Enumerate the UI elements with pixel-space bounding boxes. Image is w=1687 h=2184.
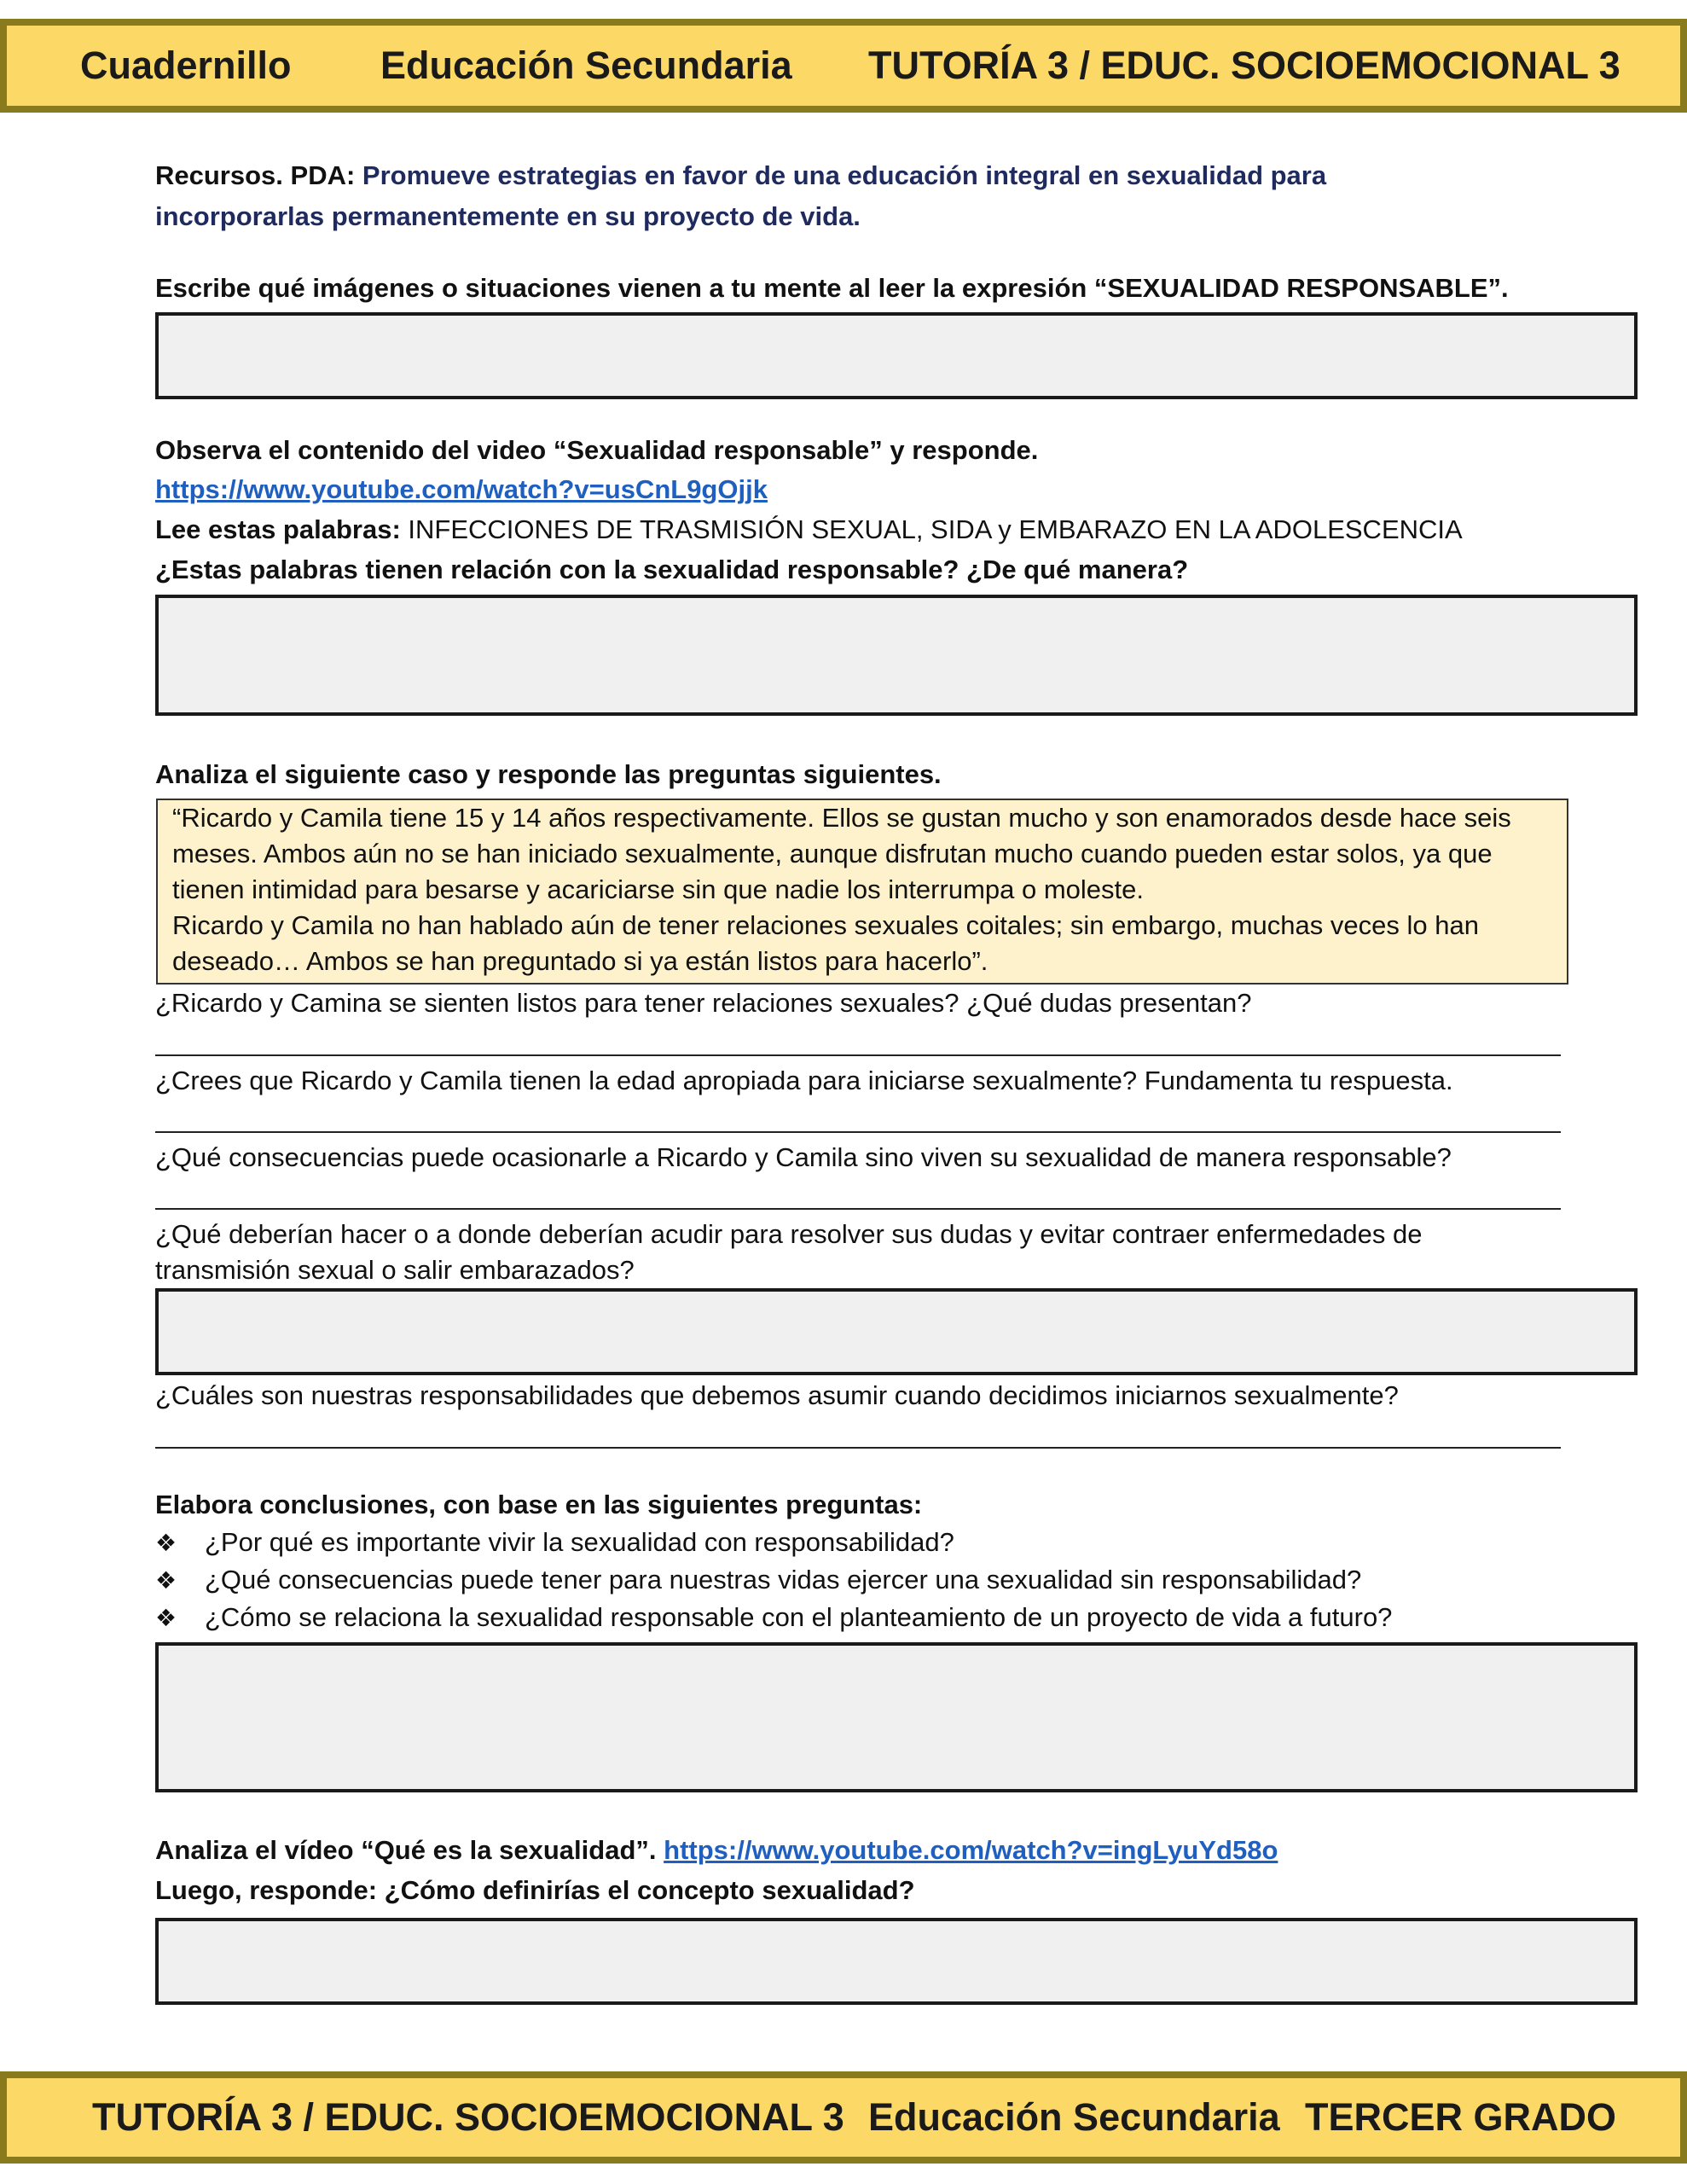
- answer-box-3[interactable]: [155, 1288, 1638, 1375]
- case-line: “Ricardo y Camila tiene 15 y 14 años respectivamente. Ellos se gustan mucho y son enamorados desde hace seis: [172, 803, 1511, 833]
- case-heading: Analiza el siguiente caso y responde las preguntas siguientes.: [155, 759, 942, 789]
- video1-question: ¿Estas palabras tienen relación con la sexualidad responsable? ¿De qué manera?: [155, 555, 1189, 584]
- words-list: INFECCIONES DE TRASMISIÓN SEXUAL, SIDA y EMBARAZO EN LA ADOLESCENCIA: [408, 514, 1463, 544]
- conclusions-heading: Elabora conclusiones, con base en las siguientes preguntas:: [155, 1490, 923, 1519]
- answer-line-2[interactable]: [155, 1131, 1561, 1133]
- diamond-bullet-icon: ❖: [155, 1605, 177, 1631]
- case-line: meses. Ambos aún no se han iniciado sexualmente, aunque disfrutan mucho cuando pueden estar solos, ya que: [172, 839, 1493, 868]
- case-line: tienen intimidad para besarse y acariciarse sin que nadie los interrumpa o moleste.: [172, 874, 1144, 904]
- footer-band: [0, 2071, 1687, 2164]
- conclusion-item: [155, 1599, 1392, 1637]
- answer-box-1[interactable]: [155, 312, 1638, 399]
- case-line: Ricardo y Camila no han hablado aún de tener relaciones sexuales coitales; sin embargo, muchas veces lo han: [172, 910, 1479, 940]
- words-label: Lee estas palabras:: [155, 514, 401, 544]
- answer-box-2[interactable]: [155, 595, 1638, 716]
- pda-text-2: incorporarlas permanentemente en su proyecto de vida.: [155, 201, 861, 231]
- video2-question: Luego, responde: ¿Cómo definirías el concepto sexualidad?: [155, 1875, 915, 1905]
- footer-left-title: TUTORÍA 3 / EDUC. SOCIOEMOCIONAL 3: [92, 2095, 844, 2139]
- video1-instruction: Observa el contenido del video “Sexualidad responsable” y responde.: [155, 435, 1039, 465]
- diamond-bullet-icon: ❖: [155, 1567, 177, 1594]
- video2-instruction: Analiza el vídeo “Qué es la sexualidad”.: [155, 1835, 657, 1865]
- header-left-title: Cuadernillo: [80, 44, 292, 87]
- conclusion-item: [155, 1561, 1361, 1600]
- video2-link[interactable]: https://www.youtube.com/watch?v=ingLyuYd58o: [664, 1835, 1278, 1865]
- conclusion-text: ¿Cómo se relaciona la sexualidad responsable con el planteamiento de un proyecto de vida a futuro?: [205, 1602, 1393, 1632]
- conclusion-text: ¿Qué consecuencias puede tener para nuestras vidas ejercer una sexualidad sin responsabilidad?: [205, 1565, 1362, 1594]
- video1-words: [155, 510, 1463, 549]
- case-question-3: ¿Qué consecuencias puede ocasionarle a Ricardo y Camila sino viven su sexualidad de manera responsable?: [155, 1142, 1452, 1172]
- video1-link[interactable]: https://www.youtube.com/watch?v=usCnL9gOjjk: [155, 474, 768, 504]
- answer-box-4[interactable]: [155, 1642, 1638, 1792]
- case-question-2: ¿Crees que Ricardo y Camila tienen la edad apropiada para iniciarse sexualmente? Fundamenta tu respuesta.: [155, 1066, 1453, 1095]
- header-right-title: TUTORÍA 3 / EDUC. SOCIOEMOCIONAL 3: [868, 44, 1620, 87]
- case-question-5: ¿Cuáles son nuestras responsabilidades que debemos asumir cuando decidimos iniciarnos sexualmente?: [155, 1380, 1399, 1410]
- question-sexualidad-responsable: Escribe qué imágenes o situaciones vienen a tu mente al leer la expresión “SEXUALIDAD RESPONSABLE”.: [155, 273, 1509, 303]
- answer-line-3[interactable]: [155, 1208, 1561, 1210]
- case-question-4-cont: transmisión sexual o salir embarazados?: [155, 1255, 635, 1285]
- case-line: deseado… Ambos se han preguntado si ya están listos para hacerlo”.: [172, 946, 988, 976]
- pda-label: Recursos. PDA:: [155, 160, 356, 190]
- answer-line-1[interactable]: [155, 1054, 1561, 1056]
- footer-center-title: Educación Secundaria: [868, 2095, 1280, 2139]
- case-question-4: ¿Qué deberían hacer o a donde deberían acudir para resolver sus dudas y evitar contraer enfermedades de: [155, 1219, 1423, 1249]
- conclusion-text: ¿Por qué es importante vivir la sexualidad con responsabilidad?: [205, 1527, 954, 1557]
- header-band: [0, 19, 1687, 113]
- footer-right-title: TERCER GRADO: [1305, 2095, 1617, 2139]
- pda-line-1: [155, 156, 1326, 195]
- answer-box-5[interactable]: [155, 1918, 1638, 2005]
- diamond-bullet-icon: ❖: [155, 1530, 177, 1556]
- pda-text-1: Promueve estrategias en favor de una educación integral en sexualidad para: [362, 160, 1327, 190]
- video2-line: [155, 1831, 1278, 1870]
- answer-line-4[interactable]: [155, 1447, 1561, 1449]
- case-question-1: ¿Ricardo y Camina se sienten listos para tener relaciones sexuales? ¿Qué dudas presentan?: [155, 988, 1252, 1018]
- conclusion-item: [155, 1524, 954, 1562]
- header-center-title: Educación Secundaria: [380, 44, 792, 87]
- case-box: [156, 799, 1568, 985]
